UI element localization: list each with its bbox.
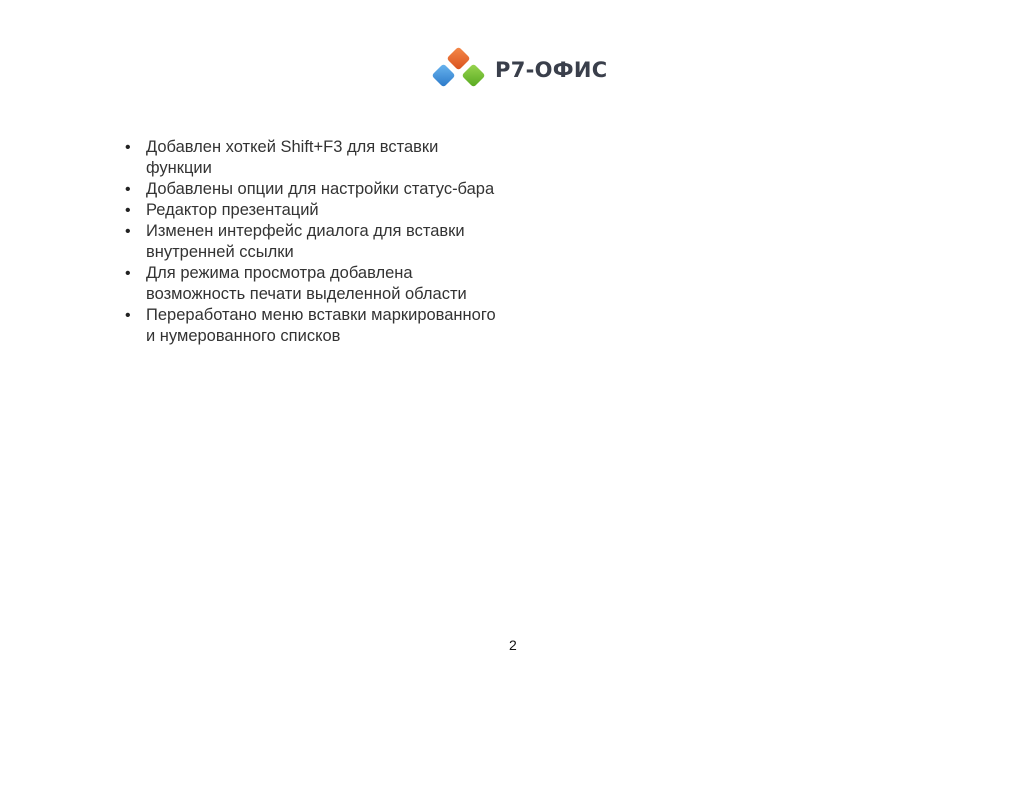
list-item-text: Для режима просмотра добавлена возможность печати выделенной области: [146, 264, 467, 303]
list-item: [122, 179, 502, 200]
bullet-icon: •: [125, 265, 131, 282]
bullet-icon: •: [125, 307, 131, 324]
bullet-icon: •: [125, 202, 131, 219]
list-item: [122, 137, 502, 179]
list-item-text: Редактор презентаций: [146, 201, 319, 219]
list-item-text: Изменен интерфейс диалога для вставки внутренней ссылки: [146, 222, 465, 261]
page-number: 2: [509, 637, 517, 653]
list-item: [122, 305, 502, 347]
logo-diamonds-icon: [424, 42, 494, 104]
logo-text: Р7-ОФИС: [495, 58, 608, 82]
list-item-text: Добавлены опции для настройки статус-бара: [146, 180, 495, 198]
bullet-icon: •: [125, 181, 131, 198]
bullet-icon: •: [125, 223, 131, 240]
changes-list: [122, 137, 502, 347]
list-item: [122, 221, 502, 263]
list-item: [122, 200, 502, 221]
r7-office-logo: [424, 42, 608, 104]
list-item-text: Переработано меню вставки маркированного и нумерованного списков: [146, 306, 496, 345]
bullet-icon: •: [125, 139, 131, 156]
list-item-text: Добавлен хоткей Shift+F3 для вставки функции: [146, 138, 439, 177]
list-item: [122, 263, 502, 305]
